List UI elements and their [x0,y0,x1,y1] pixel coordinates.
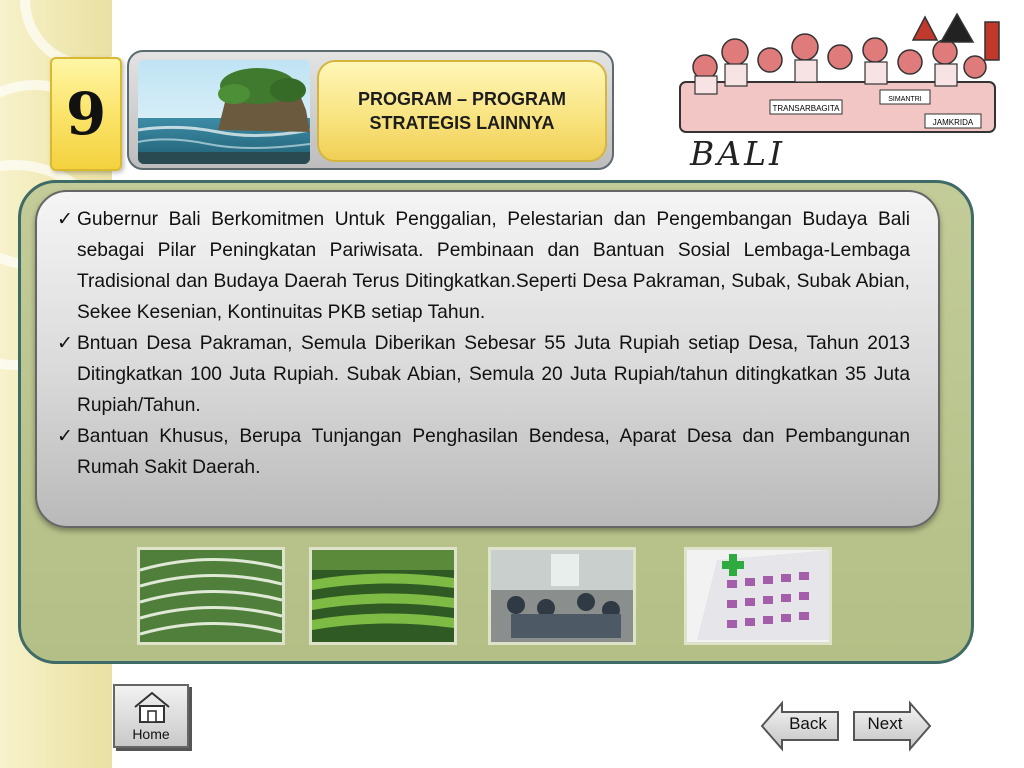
bullet-text-box [35,190,940,528]
next-label: Next [867,714,903,733]
hospital-building-photo [684,547,832,645]
bullet-text: Bntuan Desa Pakraman, Semula Diberikan Sebesar 55 Juta Rupiah setiap Desa, Tahun 2013 Ditingkatkan 100 Juta Rupiah. Subak Abian, Semula 20 Juta Rupiah/tahun ditingkatkan 35 Juta Rupiah/Tahun. [77,333,910,416]
green-terrace-photo [309,547,457,645]
check-icon: ✓ [57,426,73,447]
house-icon [131,690,173,724]
logo-label-2: SIMANTRI [888,96,922,103]
bullet-item-2 [57,328,910,421]
logo-label-1: TRANSARBAGITA [772,104,840,113]
next-button[interactable] [852,700,932,752]
bullet-item-3 [57,421,910,483]
home-button[interactable] [113,684,189,748]
home-label: Home [132,726,170,742]
bullet-text: Gubernur Bali Berkomitmen Untuk Penggalian, Pelestarian dan Pengembangan Budaya Bali sebagai Pilar Peningkatan Pariwisata. Pembinaan dan Bantuan Sosial Lembaga-Lembaga Tradisional dan Budaya Daerah Terus Ditingkatkan.Seperti Desa Pakraman, Subak, Subak Abian, Sekee Kesenian, Kontinuitas PKB setiap Tahun. [77,209,910,323]
check-icon: ✓ [57,333,73,354]
rice-terrace-photo [137,547,285,645]
title-line-2: STRATEGIS LAINNYA [369,113,555,133]
slide-number-tag [50,57,122,171]
check-icon: ✓ [57,209,73,230]
back-label: Back [789,714,827,733]
slide-number: 9 [65,80,107,148]
title-line-1: PROGRAM – PROGRAM [357,89,566,109]
back-button[interactable] [760,700,842,752]
bullet-item-1 [57,204,910,328]
logo-label-3: JAMKRIDA [932,118,974,127]
title-pill [317,60,607,162]
logo-text: BALI [690,134,786,173]
hospital-ward-photo [488,547,636,645]
header-box [127,50,614,170]
temple-sea-photo [138,60,310,164]
bullet-text: Bantuan Khusus, Berupa Tunjangan Penghasilan Bendesa, Aparat Desa dan Pembangunan Rumah Sakit Daerah. [77,426,910,478]
